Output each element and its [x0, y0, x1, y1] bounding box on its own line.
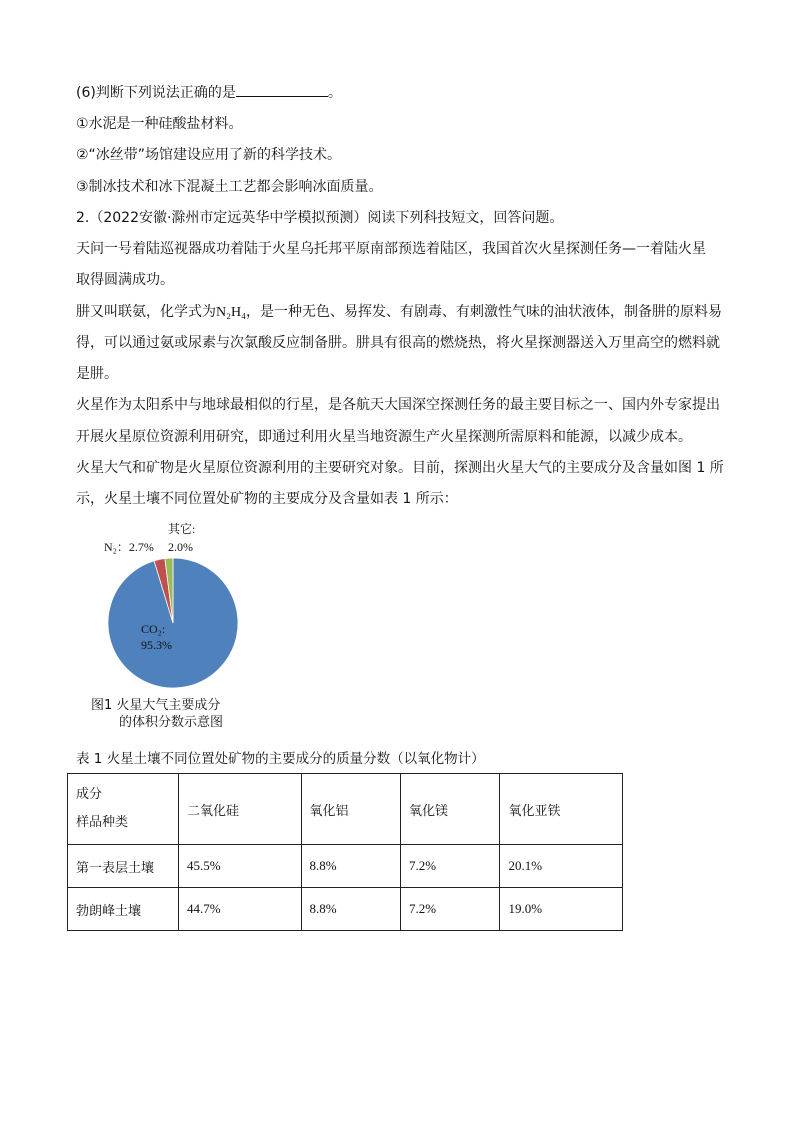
q6-option-3: ③制冰技术和冰下混凝土工艺都会影响冰面质量。: [76, 179, 383, 195]
co2-label-value: 95.3%: [141, 638, 172, 652]
col-header-al2o3: 氧化铝: [301, 774, 400, 845]
q2-para2-line1: [76, 302, 722, 323]
q2-para2-text-a: 肼又叫联氨，化学式为: [76, 304, 216, 320]
co2-label-name: CO₂:: [141, 622, 166, 636]
table-cell: 19.0%: [500, 888, 623, 931]
col-header-sio2: 二氧化硅: [179, 774, 302, 845]
q6-option-1: ①水泥是一种硅酸盐材料。: [76, 116, 243, 132]
q2-para3-line2: 开展火星原位资源利用研究，即通过利用火星当地资源生产火星探测所需原料和能源，以减少成本。: [76, 429, 692, 445]
corner-bottom-label: 样品种类: [76, 815, 129, 830]
mineral-composition-table: [67, 773, 623, 931]
q2-para2-line2: 得，可以通过氨或尿素与次氯酸反应制备肼。肼具有很高的燃烧热，将火星探测器送入万里高空的燃料就: [76, 335, 720, 351]
q2-title: 2.（2022安徽·滁州市定远英华中学模拟预测）阅读下列科技短文，回答问题。: [76, 210, 564, 226]
q2-para2-line3: 是肼。: [76, 366, 118, 382]
table-cell: 7.2%: [400, 888, 499, 931]
mars-atmosphere-pie-chart: [88, 518, 258, 698]
q2-para3-line1: 火星作为太阳系中与地球最相似的行星，是各航天大国深空探测任务的最主要目标之一、国内外专家提出: [76, 397, 720, 413]
table-corner-cell: [68, 774, 179, 845]
pie-slices: [108, 558, 238, 688]
table-cell: 45.5%: [179, 845, 302, 888]
q2-para4-line2: 示，火星土壤不同位置处矿物的主要成分及含量如表 1 所示：: [76, 491, 458, 507]
col-header-mgo: 氧化镁: [400, 774, 499, 845]
q2-para1-line2: 取得圆满成功。: [76, 272, 174, 288]
q6-option-2: ②“冰丝带”场馆建设应用了新的科学技术。: [76, 147, 342, 163]
table-row: [68, 845, 623, 888]
table-cell: 8.8%: [301, 845, 400, 888]
q2-para1-line1: 天问一号着陆巡视器成功着陆于火星乌托邦平原南部预选着陆区，我国首次火星探测任务—一着陆火星: [76, 241, 706, 257]
table-cell: 20.1%: [500, 845, 623, 888]
n2-label: N₂：2.7%: [104, 540, 154, 554]
q6-stem-text: (6)判断下列说法正确的是: [76, 85, 236, 101]
table1-caption: 表 1 火星土壤不同位置处矿物的主要成分的质量分数（以氧化物计）: [76, 751, 485, 767]
col-header-feo: 氧化亚铁: [500, 774, 623, 845]
q2-para2-text-b: ，是一种无色、易挥发、有剧毒、有刺激性气味的油状液体，制备肼的原料易: [245, 304, 722, 320]
answer-blank[interactable]: [236, 82, 328, 97]
other-label-value: 2.0%: [168, 540, 193, 554]
table-cell: 8.8%: [301, 888, 400, 931]
hydrazine-formula: N₂H₄: [216, 305, 246, 320]
q2-para4-line1: 火星大气和矿物是火星原位资源利用的主要研究对象。目前，探测出火星大气的主要成分及含量如图 1 所: [76, 460, 724, 476]
row-label: 第一表层土壤: [68, 845, 179, 888]
table-row: [68, 888, 623, 931]
q6-stem-end: 。: [327, 85, 342, 101]
figure1-caption-line1: 图1 火星大气主要成分: [91, 698, 221, 713]
row-label: 勃朗峰土壤: [68, 888, 179, 931]
figure1-caption-line2: 的体积分数示意图: [119, 715, 224, 730]
corner-top-label: 成分: [76, 787, 103, 802]
table-cell: 44.7%: [179, 888, 302, 931]
table-cell: 7.2%: [400, 845, 499, 888]
table-header-row: [68, 774, 623, 845]
q6-stem: [76, 82, 342, 103]
other-label-name: 其它:: [168, 522, 196, 536]
